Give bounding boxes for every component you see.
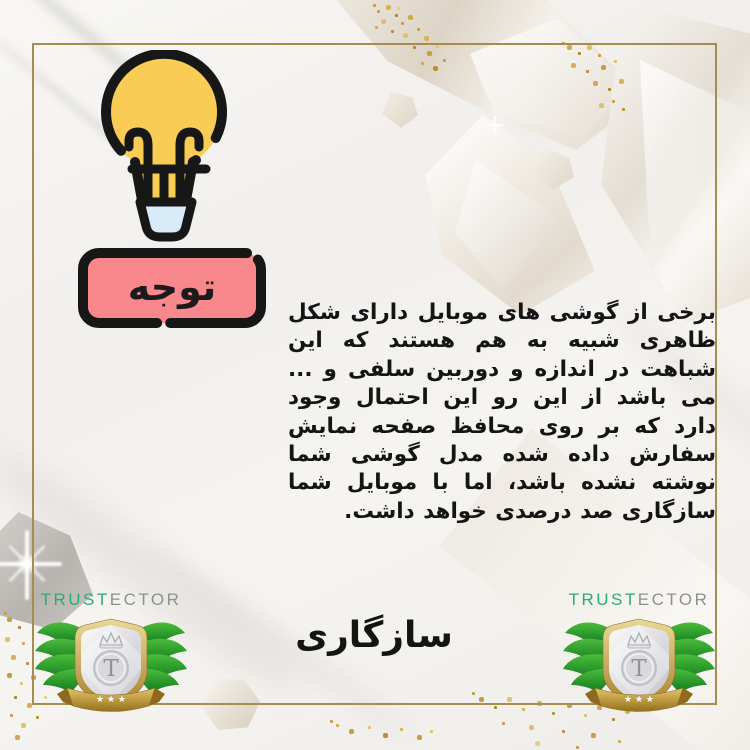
gold-glitter: [330, 720, 333, 723]
gold-glitter: [4, 612, 7, 615]
winged-shield-crest-icon: [33, 611, 189, 715]
brand-monogram: T: [631, 656, 647, 682]
ribbon-stars: ★ ★ ★: [624, 695, 654, 705]
brand-name: [554, 590, 724, 610]
brand-name-trust: TRUST: [40, 590, 110, 609]
compatibility-title: سازگاری: [295, 615, 453, 656]
brand-name-trust: TRUST: [568, 590, 638, 609]
badge-label: توجه: [127, 265, 217, 309]
gold-glitter: [373, 4, 376, 7]
winged-shield-crest-icon: [561, 611, 717, 715]
notice-body-text: برخی از گوشی های موبایل دارای شکل ظاهری شبیه به هم هستند که این شباهت در اندازه و دوربین سلفی و ... می باشد از این رو این احتمال وجود دارد که بر روی محافظ صفحه نمایش سفارش داده شده مدل گوشی شما نوشته نشده باشد، اما با موبایل شما سازگاری صد درصدی خواهد داشت.: [288, 300, 716, 524]
lightbulb-icon: [88, 50, 240, 250]
brand-monogram: T: [103, 656, 119, 682]
ribbon-stars: ★ ★ ★: [96, 695, 126, 705]
trustector-logo-right: [554, 590, 724, 715]
trustector-logo-left: [26, 590, 196, 715]
brand-name-ector: ECTOR: [637, 590, 710, 609]
attention-badge: [76, 246, 268, 330]
brand-name: [26, 590, 196, 610]
brand-name-ector: ECTOR: [109, 590, 182, 609]
